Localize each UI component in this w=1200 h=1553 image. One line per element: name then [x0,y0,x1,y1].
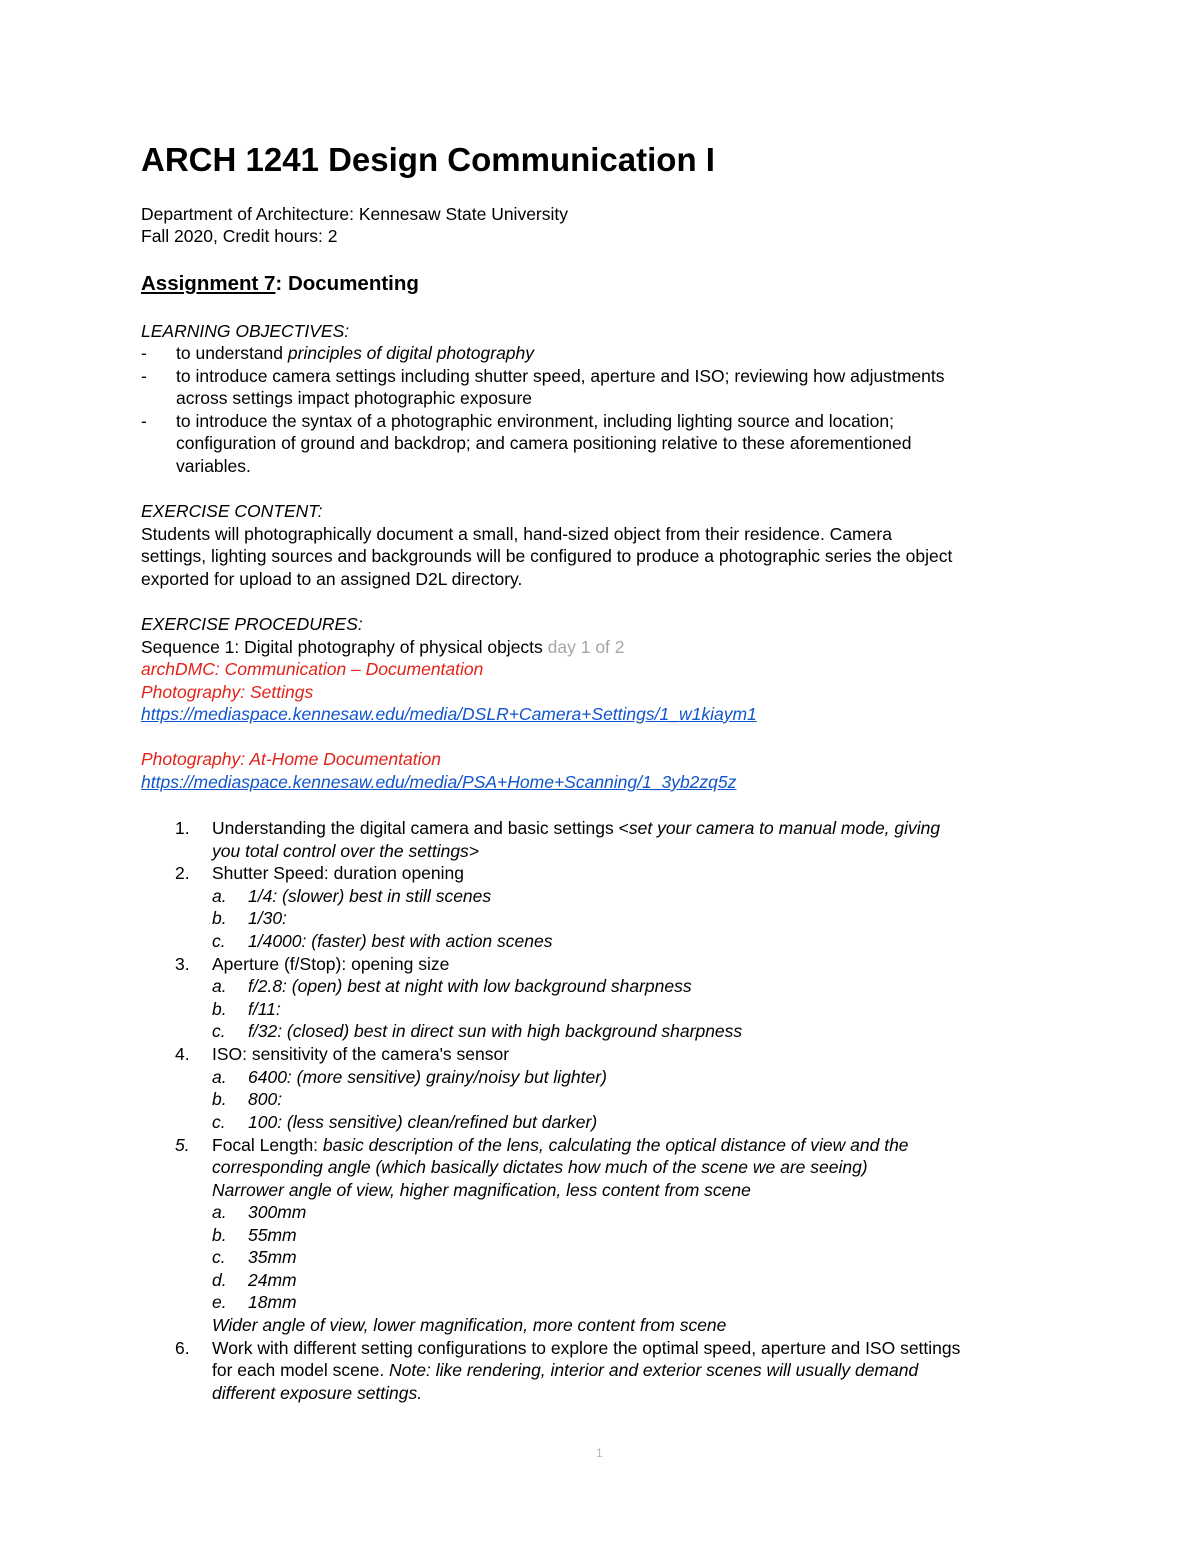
step-number: 6. [175,1338,190,1358]
video-title: Photography: Settings [141,682,314,702]
sub-text: f/2.8: (open) best at night with low background sharpness [248,976,692,996]
step-text: Focal Length: [212,1135,323,1155]
step-text: Understanding the digital camera and basic settings < [212,818,629,838]
step-number: 3. [175,954,190,974]
sub-letter: b. [212,1089,227,1109]
step-number: 1. [175,818,190,838]
sub-text: 6400: (more sensitive) grainy/noisy but lighter) [248,1067,607,1087]
step-item [175,953,450,975]
step-text: corresponding angle (which basically dictates how much of the scene we are seeing) [212,1157,868,1177]
sub-letter: c. [212,1247,226,1267]
procedures-heading: EXERCISE PROCEDURES: [141,614,363,634]
department-line: Department of Architecture: Kennesaw State University [141,204,569,224]
video-title: archDMC: Communication – Documentation [141,659,484,679]
content-heading: EXERCISE CONTENT: [141,501,323,521]
step-text: Narrower angle of view, higher magnification, less content from scene [212,1180,751,1200]
step-text: for each model scene. [212,1360,390,1380]
sub-letter: e. [212,1292,227,1312]
sub-text: 35mm [248,1247,297,1267]
sub-letter: a. [212,1202,227,1222]
course-title: ARCH 1241 Design Communication I [141,141,715,178]
sub-letter: c. [212,1112,226,1132]
bullet-dash: - [141,343,147,363]
step-text: Aperture (f/Stop): opening size [212,954,450,974]
sub-letter: b. [212,999,227,1019]
step-text-line [212,1359,918,1381]
objective-text: to introduce camera settings including shutter speed, aperture and ISO; reviewing how adjustments [176,366,945,386]
assignment-name: Documenting [282,272,419,295]
step-text: you total control over the settings> [212,841,480,861]
step-text-italic: set your camera to manual mode, giving [628,818,941,838]
sub-letter: a. [212,886,227,906]
sub-letter: c. [212,931,226,951]
step-text: different exposure settings. [212,1383,423,1403]
objective-text-italic: principles of digital photography [287,343,535,363]
bullet-dash: - [141,366,147,386]
step-item [175,817,941,839]
objective-text: variables. [176,456,251,476]
sub-letter: a. [212,976,227,996]
sub-letter: d. [212,1270,227,1290]
objective-text: to understand [176,343,288,363]
content-text: settings, lighting sources and backgrounds will be configured to produce a photographic series the object [141,546,953,566]
bullet-dash: - [141,411,147,431]
sub-text: f/32: (closed) best in direct sun with high background sharpness [248,1021,743,1041]
step-number: 2. [175,863,190,883]
step-item [175,1337,961,1359]
step-item [175,862,464,884]
page-number: 1 [596,1446,603,1460]
sub-text: 55mm [248,1225,297,1245]
sub-text: f/11: [248,999,281,1019]
assignment-label: Assignment 7 [141,272,276,295]
term-line: Fall 2020, Credit hours: 2 [141,226,338,246]
step-text: Work with different setting configurations to explore the optimal speed, aperture and ISO settings [212,1338,961,1358]
step-number: 4. [175,1044,190,1064]
objective-text: across settings impact photographic exposure [176,388,533,408]
content-text: Students will photographically document a small, hand-sized object from their residence. Camera [141,524,892,544]
sub-text: 100: (less sensitive) clean/refined but darker) [248,1112,598,1132]
sequence-line [141,636,625,658]
sub-text: 800: [248,1089,283,1109]
assignment-sep: : [275,272,283,295]
sub-text: 1/4: (slower) best in still scenes [248,886,492,906]
sub-text: 18mm [248,1292,297,1312]
sub-text: 1/30: [248,908,287,928]
step-text: ISO: sensitivity of the camera's sensor [212,1044,510,1064]
video-title: Photography: At-Home Documentation [141,749,441,769]
assignment-heading [141,270,419,298]
step-text-italic: Note: like rendering, interior and exterior scenes will usually demand [389,1360,919,1380]
step-item [175,1043,510,1065]
video-link[interactable]: https://mediaspace.kennesaw.edu/media/PSA+Home+Scanning/1_3yb2zq5z [141,772,737,792]
objective-text: to introduce the syntax of a photographic environment, including lighting source and location; [176,411,894,431]
sub-letter: c. [212,1021,226,1041]
step-item [175,1134,909,1156]
content-text: exported for upload to an assigned D2L directory. [141,569,523,589]
objectives-heading: LEARNING OBJECTIVES: [141,321,350,341]
step-text: Shutter Speed: duration opening [212,863,464,883]
sub-letter: b. [212,1225,227,1245]
step-number: 5. [175,1135,190,1155]
step-text-italic: basic description of the lens, calculating the optical distance of view and the [322,1135,909,1155]
sub-letter: b. [212,908,227,928]
day-label: day 1 of 2 [547,637,625,657]
sub-text: 300mm [248,1202,307,1222]
sub-text: 24mm [248,1270,297,1290]
sub-text: 1/4000: (faster) best with action scenes [248,931,553,951]
objective-text: configuration of ground and backdrop; and camera positioning relative to these aforementioned [176,433,912,453]
sub-letter: a. [212,1067,227,1087]
step-text: Wider angle of view, lower magnification, more content from scene [212,1315,727,1335]
sequence-text: Sequence 1: Digital photography of physical objects [141,637,548,657]
video-link[interactable]: https://mediaspace.kennesaw.edu/media/DSLR+Camera+Settings/1_w1kiaym1 [141,704,757,724]
